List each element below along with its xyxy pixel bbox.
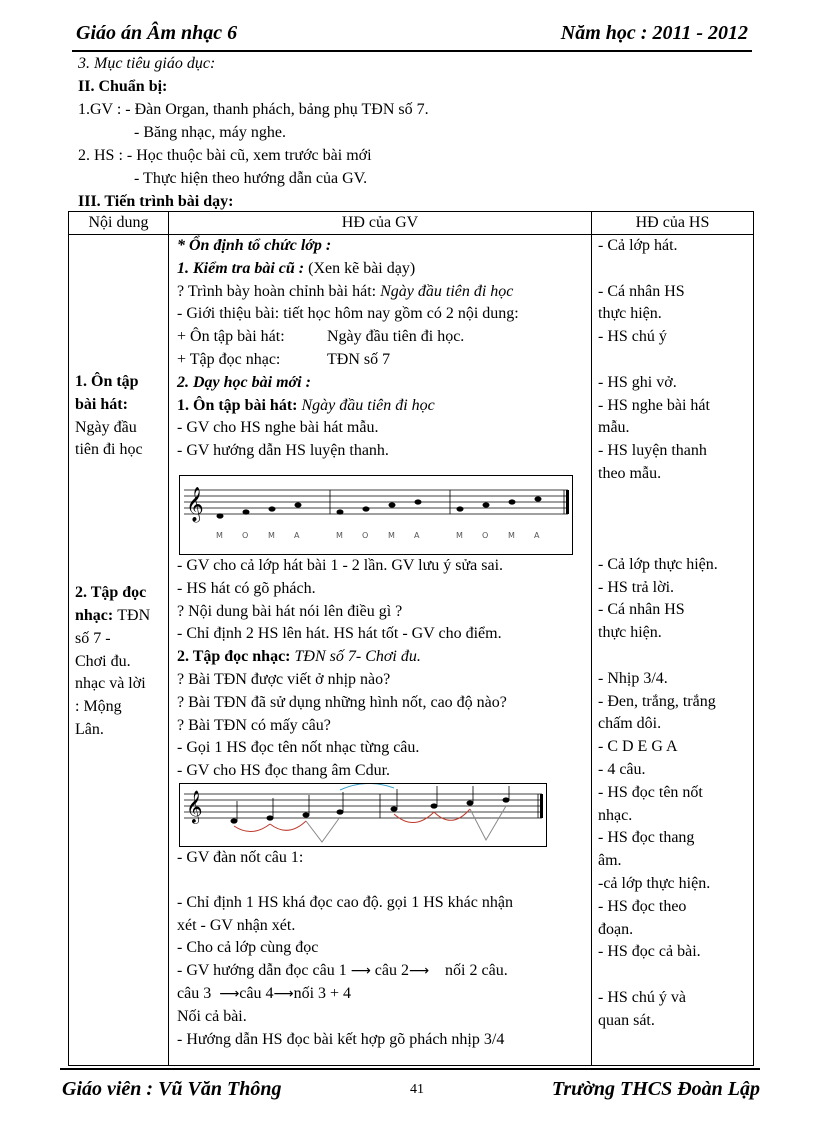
- hs-line: - HS đọc tên nốt: [598, 783, 703, 801]
- cdur-scale-staff: [179, 783, 547, 847]
- header-teacher: HĐ của GV: [169, 212, 592, 235]
- gv-reading-title: TĐN số 7- Chơi đu.: [294, 648, 421, 666]
- gv-line: ? Bài TĐN được viết ở nhịp nào?: [177, 670, 391, 688]
- hs-line: - Nhịp 3/4.: [598, 669, 668, 687]
- header-school-year: Năm học : 2011 - 2012: [560, 22, 748, 44]
- section-prep-heading: II. Chuẩn bị:: [78, 78, 168, 95]
- vocal-syllable: O: [242, 530, 249, 540]
- gv-review-label: + Ôn tập bài hát:: [177, 328, 285, 346]
- hs-line: - HS nghe bài hát: [598, 396, 710, 414]
- gv-line: [177, 326, 591, 349]
- hs-line: - HS ghi vở.: [598, 373, 677, 391]
- vocal-syllable: M: [508, 530, 515, 540]
- hs-line: - 4 câu.: [598, 760, 646, 778]
- gv-steps-5: câu 4: [239, 984, 274, 1002]
- right-arrow-icon: ⟶: [408, 963, 430, 980]
- hs-line: thực hiện.: [598, 305, 662, 323]
- hs-line: - HS trả lời.: [598, 578, 675, 596]
- prep-student: [78, 144, 758, 167]
- header-student: HĐ của HS: [592, 212, 754, 235]
- preamble: [78, 52, 758, 213]
- gv-reading-item: TĐN số 7: [327, 350, 391, 368]
- gv-line: [177, 983, 591, 1006]
- hs-line: - Cá nhân HS: [598, 601, 685, 619]
- vocal-syllable: M: [388, 530, 395, 540]
- sec1-title-2: bài hát:: [75, 395, 128, 413]
- hs-line: - HS chú ý: [598, 328, 667, 346]
- header-subject: Giáo án Âm nhạc 6: [76, 22, 238, 44]
- vocal-syllable: M: [268, 530, 275, 540]
- gv-line: xét - GV nhận xét.: [177, 916, 296, 934]
- sec1-song-2: tiên đi học: [75, 441, 143, 459]
- hs-line: - C D E G A: [598, 738, 678, 756]
- gv-reading-label: + Tập đọc nhạc:: [177, 350, 281, 368]
- sec2-line5: nhạc và lời: [75, 675, 146, 693]
- gv-line: [177, 281, 591, 304]
- table-header-row: [69, 212, 754, 235]
- prep-student-label: 2. HS :: [78, 147, 127, 164]
- gv-steps-1: - GV hướng dẫn đọc câu 1: [177, 962, 347, 980]
- prep-student-2: - Thực hiện theo hướng dẫn của GV.: [134, 170, 368, 187]
- vocal-syllable: O: [482, 530, 489, 540]
- gv-review-heading: 1. Ôn tập bài hát:: [177, 396, 302, 414]
- gv-line: - GV đàn nốt câu 1:: [177, 848, 304, 866]
- hs-line: nhạc.: [598, 806, 633, 824]
- page-number: 41: [410, 1082, 424, 1097]
- gv-question: ? Trình bày hoàn chỉnh bài hát:: [177, 282, 381, 300]
- right-arrow-icon: ⟶: [273, 985, 294, 1002]
- gv-line: [177, 395, 591, 418]
- treble-clef-icon: 𝄞: [186, 789, 203, 823]
- gv-line: - GV cho HS nghe bài hát mẫu.: [177, 419, 379, 437]
- gv-review-song-name: Ngày đầu tiên đi học: [301, 396, 435, 414]
- lesson-table: [68, 211, 754, 1066]
- gv-line: - GV hướng dẫn HS luyện thanh.: [177, 442, 389, 460]
- teacher-column: [169, 235, 592, 1066]
- hs-line: - Cả lớp thực hiện.: [598, 555, 718, 573]
- sec2-title-2: [75, 605, 168, 628]
- hs-line: - HS chú ý và: [598, 988, 686, 1006]
- right-arrow-icon: ⟶: [350, 963, 371, 980]
- gv-line: Nối cả bài.: [177, 1007, 247, 1025]
- hs-line: chấm dôi.: [598, 715, 662, 733]
- gv-new-lesson: 2. Dạy học bài mới :: [177, 373, 311, 391]
- content-column: [69, 235, 169, 1066]
- gv-steps-2: câu 2: [374, 962, 409, 980]
- page-header: [72, 22, 752, 52]
- sec1-song: Ngày đầu: [75, 418, 137, 436]
- prep-student-items: - Học thuộc bài cũ, xem trước bài mới: [126, 147, 372, 164]
- gv-line: - GV cho HS đọc thang âm Cdur.: [177, 762, 391, 780]
- gv-line: ? Bài TĐN đã sử dụng những hình nốt, cao độ nào?: [177, 693, 507, 711]
- hs-line: - Đen, trắng, trắng: [598, 692, 716, 710]
- sec2-tdn: TĐN: [117, 606, 151, 624]
- gv-line: ? Nội dung bài hát nói lên điều gì ?: [177, 602, 403, 620]
- gv-line: * Ổn định tổ chức lớp :: [177, 237, 332, 254]
- hs-line: - HS đọc cả bài.: [598, 943, 701, 961]
- gv-steps-3: nối 2 câu.: [445, 962, 508, 980]
- gv-steps-6: nối 3 + 4: [293, 984, 352, 1002]
- treble-clef-icon: 𝄞: [186, 486, 204, 522]
- gv-line: [177, 646, 591, 669]
- vocal-syllable: A: [534, 530, 540, 540]
- gv-steps-4: câu 3: [177, 984, 212, 1002]
- sec2-title: 2. Tập đọc: [75, 584, 147, 602]
- right-arrow-icon: ⟶: [219, 985, 240, 1002]
- vocal-syllable: M: [456, 530, 463, 540]
- hs-line: mẫu.: [598, 419, 630, 437]
- vocal-syllable: A: [294, 530, 300, 540]
- gv-line: - Chỉ định 2 HS lên hát. HS hát tốt - GV cho điểm.: [177, 625, 502, 643]
- sec2-line4: Chơi đu.: [75, 652, 131, 670]
- gv-line: - Cho cả lớp cùng đọc: [177, 939, 319, 957]
- gv-old-lesson-label: 1. Kiểm tra bài cũ :: [177, 259, 305, 277]
- hs-line: thực hiện.: [598, 624, 662, 642]
- hs-line: âm.: [598, 852, 622, 870]
- vocal-syllable: A: [414, 530, 420, 540]
- gv-line: - HS hát có gõ phách.: [177, 579, 316, 597]
- student-column: [592, 235, 754, 1066]
- hs-line: theo mẫu.: [598, 464, 662, 482]
- gv-line: - Chỉ định 1 HS khá đọc cao độ. gọi 1 HS khác nhận: [177, 893, 513, 911]
- hs-line: -cả lớp thực hiện.: [598, 874, 711, 892]
- footer-teacher: Giáo viên : Vũ Văn Thông: [62, 1078, 282, 1100]
- goal-heading: 3. Mục tiêu giáo dục:: [78, 55, 216, 72]
- gv-line: ? Bài TĐN có mấy câu?: [177, 716, 331, 734]
- prep-teacher-2: - Băng nhạc, máy nghe.: [134, 124, 286, 141]
- gv-line: [177, 258, 591, 281]
- hs-line: - Cá nhân HS: [598, 282, 685, 300]
- vocal-syllable: M: [336, 530, 343, 540]
- hs-line: - HS đọc thang: [598, 829, 695, 847]
- vocal-warmup-staff: [179, 475, 573, 555]
- gv-line: [177, 960, 591, 983]
- gv-review-song: Ngày đầu tiên đi học.: [327, 328, 465, 346]
- sec2-title-label: nhạc:: [75, 606, 118, 624]
- page-footer: [60, 1068, 760, 1110]
- vocal-syllable: O: [362, 530, 369, 540]
- sec1-title: 1. Ôn tập: [75, 373, 139, 390]
- prep-teacher: [78, 98, 758, 121]
- gv-line: - Gọi 1 HS đọc tên nốt nhạc từng câu.: [177, 739, 420, 757]
- prep-teacher-label: 1.GV :: [78, 101, 126, 118]
- gv-reading-heading: 2. Tập đọc nhạc:: [177, 648, 295, 666]
- hs-line: - HS đọc theo: [598, 897, 687, 915]
- gv-line: - Giới thiệu bài: tiết học hôm nay gồm có 2 nội dung:: [177, 305, 519, 323]
- section-process-heading: III. Tiến trình bài dạy:: [78, 193, 234, 210]
- hs-line: - HS luyện thanh: [598, 442, 707, 460]
- hs-line: quan sát.: [598, 1011, 655, 1029]
- footer-school: Trường THCS Đoàn Lập: [551, 1078, 760, 1100]
- cdur-scale-svg: [180, 784, 546, 846]
- hs-line: đoạn.: [598, 920, 634, 938]
- hs-line: - Cả lớp hát.: [598, 237, 678, 254]
- gv-old-lesson-note: (Xen kẽ bài dạy): [304, 259, 416, 277]
- vocal-syllable: M: [216, 530, 223, 540]
- gv-line: - GV cho cả lớp hát bài 1 - 2 lần. GV lưu ý sửa sai.: [177, 556, 504, 574]
- vocal-warmup-svg: [180, 476, 572, 554]
- gv-song-name: Ngày đầu tiên đi học: [380, 282, 514, 300]
- prep-teacher-items: - Đàn Organ, thanh phách, bảng phụ TĐN số 7.: [125, 101, 429, 118]
- sec2-line6: : Mộng: [75, 698, 122, 716]
- table-body-row: [69, 235, 754, 1066]
- gv-line: [177, 349, 591, 372]
- sec2-line7: Lân.: [75, 720, 104, 738]
- header-content: Nội dung: [69, 212, 169, 235]
- gv-line: - Hướng dẫn HS đọc bài kết hợp gõ phách nhịp 3/4: [177, 1030, 505, 1048]
- sec2-line3: số 7 -: [75, 629, 111, 647]
